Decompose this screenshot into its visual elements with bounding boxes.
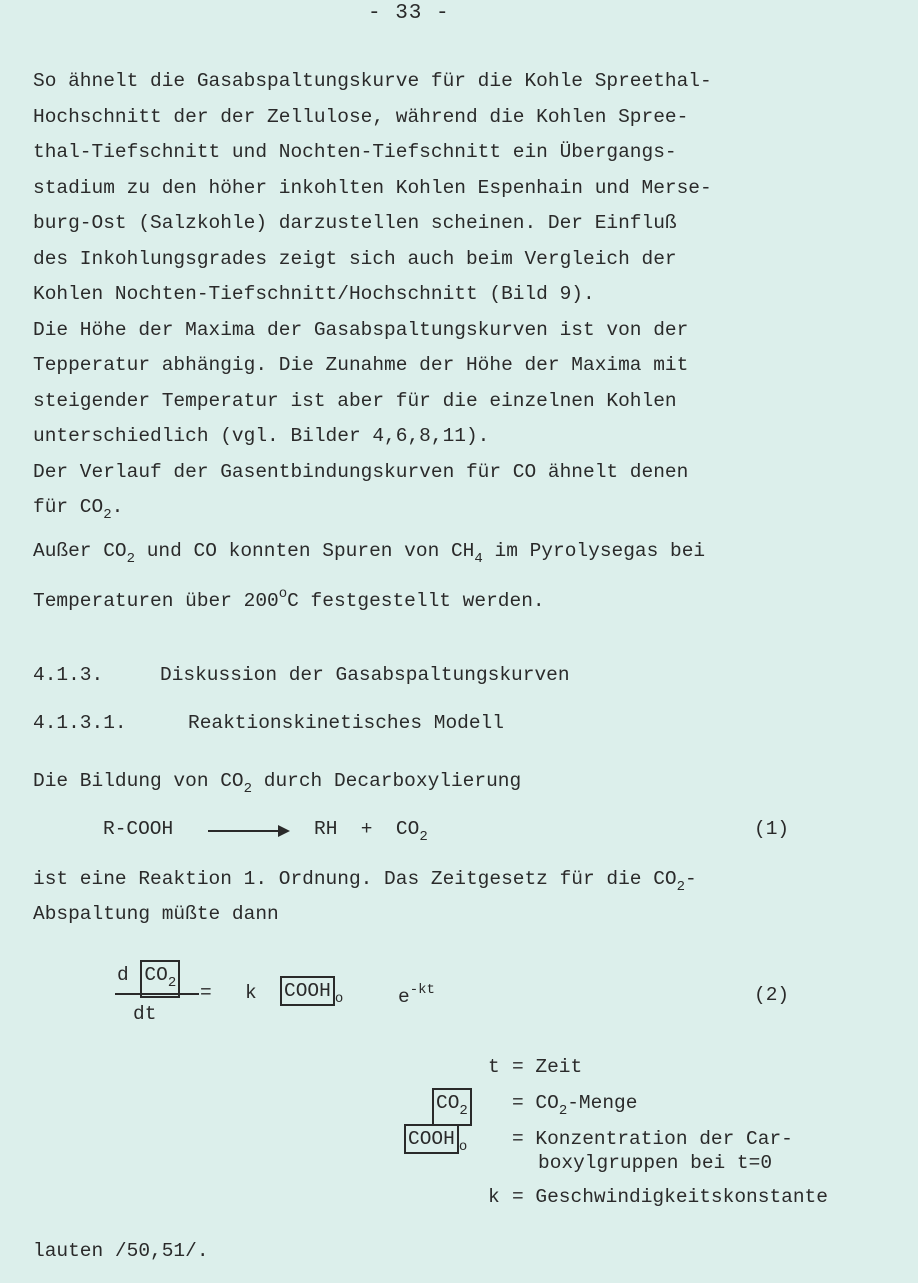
text-line: Außer $CO_2$ und CO konnten Spuren von $CH_4$ im Pyrolysegas bei [33, 539, 706, 567]
text-line: steigender Temperatur ist aber für die einzelnen Kohlen [33, 389, 677, 412]
text-line: thal-Tiefschnitt und Nochten-Tiefschnitt ein Übergangs- [33, 141, 677, 163]
text-line: Hochschnitt der der Zellulose, während die Kohlen Spree- [33, 105, 689, 128]
text-line: für $CO_2$. [33, 496, 124, 523]
def-text-co2: = $CO_2$-Menge [512, 1092, 638, 1119]
text-line: unterschiedlich (vgl. Bilder 4,6,8,11). [33, 425, 490, 447]
def-symbol-co2: $CO_2$ [432, 1088, 472, 1126]
def-text-t: = Zeit [512, 1056, 583, 1078]
reaction-arrow [208, 830, 278, 832]
subsection-heading-number: 4.1.3.1. [33, 712, 127, 734]
reaction-arrow-head [278, 825, 290, 837]
text-line: Der Verlauf der Gasentbindungskurven für CO ähnelt denen [33, 460, 689, 483]
eq2-k: k [245, 982, 257, 1004]
def-symbol-t: t [488, 1056, 500, 1078]
text-line: So ähnelt die Gasabspaltungskurve für die Kohle Spreethal- [33, 70, 712, 92]
text-line: Tepperatur abhängig. Die Zunahme der Höhe der Maxima mit [33, 354, 689, 376]
eq2-exponential: $e^{-kt}$ [398, 982, 435, 1008]
eq1-number: (1) [754, 818, 790, 840]
fraction-bar [115, 993, 199, 995]
eq2-cooh: COOH $_o$ [280, 976, 343, 1007]
section-heading-number: 4.1.3. [33, 664, 104, 686]
def-symbol-cooh: COOH $_o$ [404, 1124, 467, 1155]
subsection-heading-title: Reaktionskinetisches Modell [188, 712, 504, 734]
def-text-k: = Geschwindigkeitskonstante [512, 1186, 828, 1208]
eq1-products: RH + $CO_2$ [314, 818, 428, 845]
eq2-equals: = [200, 982, 212, 1004]
eq2-numerator: d $CO_2$ [117, 960, 180, 998]
body-paragraph [33, 64, 893, 620]
text-line: des Inkohlungsgrades zeigt sich auch beim Vergleich der [33, 247, 677, 270]
def-text-cooh-cont: boxylgruppen bei t=0 [538, 1152, 773, 1174]
page-number: - 33 - [368, 2, 450, 25]
eq1-reactant: R-COOH [103, 818, 174, 840]
text-line: stadium zu den höher inkohlten Kohlen Espenhain und Merse- [33, 176, 712, 199]
text-line: Temperaturen über 200$^o$C festgestellt werden. [33, 586, 545, 612]
text-line: burg-Ost (Salzkohle) darzustellen scheinen. Der Einfluß [33, 212, 677, 234]
eq2-number: (2) [754, 984, 790, 1006]
eq2-denominator: dt [133, 1003, 157, 1025]
intro-line: Die Bildung von $CO_2$ durch Decarboxylierung [33, 770, 522, 797]
text-line: ist eine Reaktion 1. Ordnung. Das Zeitgesetz für die $CO_2-$ [33, 868, 697, 895]
def-symbol-k: k [488, 1186, 500, 1208]
section-heading-title: Diskussion der Gasabspaltungskurven [160, 664, 570, 686]
def-text-cooh: = Konzentration der Car- [512, 1128, 793, 1150]
text-line: Die Höhe der Maxima der Gasabspaltungskurven ist von der [33, 318, 689, 341]
text-line: Abspaltung müßte dann [33, 903, 279, 925]
closing-line: lauten /50,51/. [33, 1240, 209, 1262]
text-line: Kohlen Nochten-Tiefschnitt/Hochschnitt (Bild 9). [33, 283, 595, 305]
